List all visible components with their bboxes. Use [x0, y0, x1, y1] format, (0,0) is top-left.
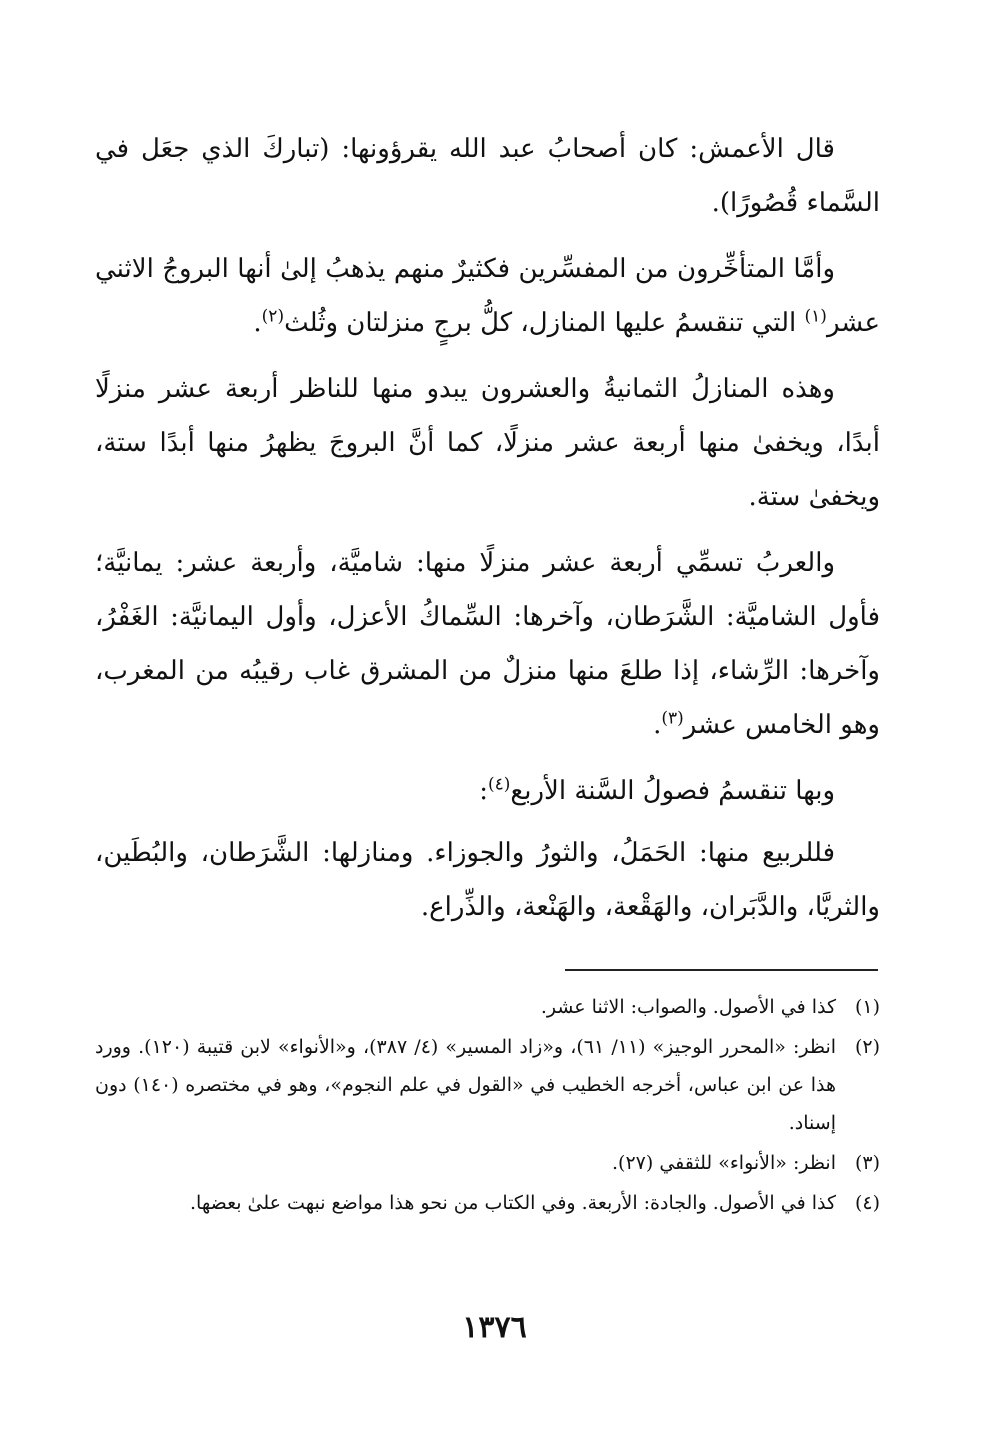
paragraph-5 — [95, 764, 880, 818]
footnote-1 — [95, 988, 880, 1026]
footnotes — [95, 988, 880, 1224]
paragraph-1 — [95, 122, 880, 230]
paragraph-4-text: والعربُ تسمِّي أربعة عشر منزلًا منها: شاميَّة، وأربعة عشر: يمانيَّة؛ فأول الشاميَّة: الشَّرَطان، وآخرها: السِّماكُ الأعزل، وأول اليمانيَّة: الغَفْرُ، وآخرها: الرِّشاء، إذا طلعَ منها منزلٌ من المشرق غاب رقيبُه من المغرب، وهو الخامس عشر — [95, 548, 880, 740]
footnote-number: (٢) — [854, 1036, 880, 1058]
footnote-number: (١) — [854, 996, 880, 1018]
page-number: ١٣٧٦ — [462, 1310, 527, 1345]
main-text — [95, 122, 880, 946]
paragraph-6 — [95, 826, 880, 934]
footnote-text: كذا في الأصول. والجادة: الأربعة. وفي الكتاب من نحو هذا مواضع نبهت علىٰ بعضها. — [190, 1192, 836, 1214]
footnote-text: انظر: «المحرر الوجيز» (١١/ ٦١)، و«زاد المسير» (٤/ ٣٨٧)، و«الأنواء» لابن قتيبة (١٢٠). وورد هذا عن ابن عباس، أخرجه الخطيب في «القول في علم النجوم»، وهو في مختصره (١٤٠) دون إسناد. — [95, 1036, 837, 1134]
footnote-text: انظر: «الأنواء» للثقفي (٢٧). — [612, 1152, 836, 1174]
footnote-2 — [95, 1028, 880, 1142]
footnote-ref-3[interactable]: (٣) — [661, 708, 684, 729]
paragraph-2-text-end: . — [253, 308, 262, 338]
paragraph-4-text-end: . — [653, 710, 662, 740]
paragraph-3 — [95, 362, 880, 524]
paragraph-6-text: فللربيع منها: الحَمَلُ، والثورُ والجوزاء. ومنازلها: الشَّرَطان، والبُطَين، والثريَّا، والدَّبَران، والهَقْعة، والهَنْعة، والذِّراع. — [95, 838, 880, 922]
footnote-number: (٣) — [854, 1152, 880, 1174]
paragraph-5-text-end: : — [479, 776, 488, 806]
paragraph-2-text-mid: التي تنقسمُ عليها المنازل، كلُّ برجٍ منزلتان وثُلث — [284, 308, 805, 338]
footnote-ref-2[interactable]: (٢) — [261, 306, 285, 327]
paragraph-2-text: وأمَّا المتأخِّرون من المفسِّرين فكثيرٌ منهم يذهبُ إلىٰ أنها البروجُ الاثني عشر — [95, 254, 880, 338]
footnote-ref-1[interactable]: (١) — [804, 306, 827, 327]
paragraph-5-text: وبها تنقسمُ فصولُ السَّنة الأربع — [510, 776, 835, 806]
paragraph-1-text: قال الأعمش: كان أصحابُ عبد الله يقرؤونها: (تباركَ الذي جعَل في السَّماء قُصُورًا). — [95, 134, 880, 218]
footnote-separator — [565, 969, 878, 971]
footnote-number: (٤) — [854, 1192, 880, 1214]
footnote-ref-4[interactable]: (٤) — [487, 774, 511, 795]
paragraph-4 — [95, 536, 880, 752]
footnote-4 — [95, 1184, 880, 1222]
paragraph-3-text: وهذه المنازلُ الثمانيةُ والعشرون يبدو منها للناظر أربعة عشر منزلًا أبدًا، ويخفىٰ منها أربعة عشر منزلًا، كما أنَّ البروجَ يظهرُ منها أبدًا ستة، ويخفىٰ ستة. — [95, 374, 880, 512]
paragraph-2 — [95, 242, 880, 350]
footnote-text: كذا في الأصول. والصواب: الاثنا عشر. — [540, 996, 836, 1018]
footnote-3 — [95, 1144, 880, 1182]
